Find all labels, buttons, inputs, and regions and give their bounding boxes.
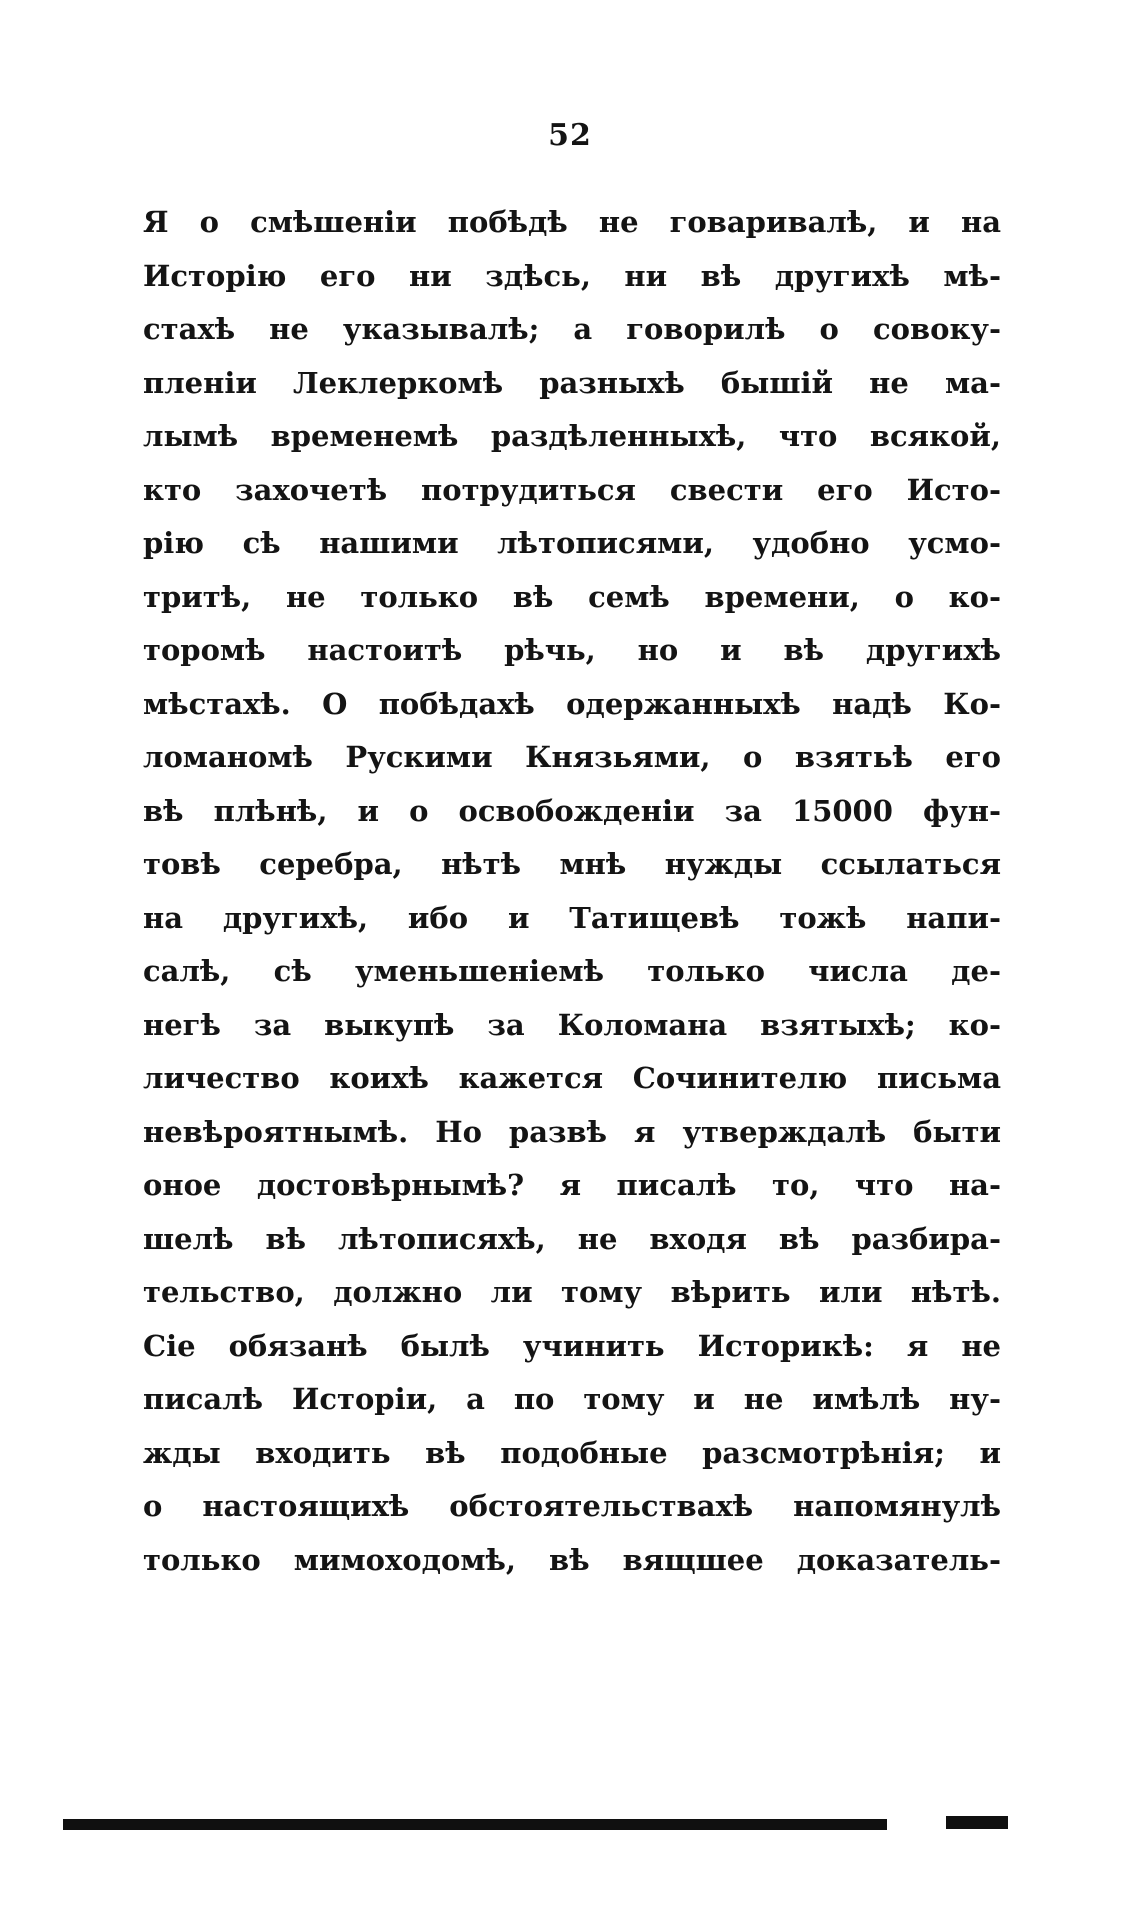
text-line: писалѣ Исторіи, а по тому и не имѣлѣ ну-	[143, 1382, 1001, 1416]
text-line: салѣ, сѣ уменьшеніемѣ только числа де-	[143, 954, 1001, 988]
text-line: кто захочетѣ потрудиться свести его Исто-	[143, 472, 1001, 507]
text-line: негѣ за выкупѣ за Коломана взятыхѣ; ко-	[143, 1007, 1001, 1042]
footer-rule-right	[946, 1816, 1008, 1829]
text-line: Исторію его ни здѣсь, ни вѣ другихѣ мѣ-	[143, 258, 1001, 293]
text-line: лымѣ временемѣ раздѣленныхѣ, что всякой,	[143, 419, 1001, 453]
text-line: личество коихѣ кажется Сочинителю письма	[143, 1061, 1001, 1095]
text-line: тельство, должно ли тому вѣрить или нѣтѣ.	[143, 1275, 1001, 1309]
text-line: Я о смѣшеніи побѣдѣ не говаривалѣ, и на	[143, 205, 1001, 239]
text-line: оное достовѣрнымѣ? я писалѣ то, что на-	[143, 1168, 1001, 1202]
text-line: рію сѣ нашими лѣтописями, удобно усмо-	[143, 526, 1001, 560]
text-line: стахѣ не указывалѣ; а говорилѣ о совоку-	[143, 312, 1001, 346]
text-line: только мимоходомѣ, вѣ вящшее доказатель-	[143, 1542, 1001, 1577]
text-line: жды входить вѣ подобные разсмотрѣнія; и	[143, 1435, 1001, 1470]
text-line: о настоящихѣ обстоятельствахѣ напомянулѣ	[143, 1489, 1001, 1523]
text-line: вѣ плѣнѣ, и о освобожденіи за 15000 фун-	[143, 793, 1001, 828]
text-line: тритѣ, не только вѣ семѣ времени, о ко-	[143, 579, 1001, 614]
body-text	[143, 196, 1001, 1587]
text-line: ломаномѣ Рускими Князьями, о взятьѣ его	[143, 740, 1001, 774]
page-number: 52	[548, 118, 592, 153]
text-line: мѣстахѣ. О побѣдахѣ одержанныхѣ надѣ Ко-	[143, 686, 1001, 721]
text-line: пленіи Леклеркомѣ разныхѣ бышій не ма-	[143, 365, 1001, 400]
footer-rule-left	[63, 1819, 887, 1830]
text-line: Сіе обязанѣ былѣ учинить Историкѣ: я не	[143, 1328, 1001, 1363]
text-line: шелѣ вѣ лѣтописяхѣ, не входя вѣ разбира-	[143, 1221, 1001, 1256]
text-line: товѣ серебра, нѣтѣ мнѣ нужды ссылаться	[143, 847, 1001, 881]
text-line: торомѣ настоитѣ рѣчь, но и вѣ другихѣ	[143, 633, 1001, 667]
text-line: на другихѣ, ибо и Татищевѣ тожѣ напи-	[143, 900, 1001, 935]
text-line: невѣроятнымѣ. Но развѣ я утверждалѣ быти	[143, 1114, 1001, 1149]
